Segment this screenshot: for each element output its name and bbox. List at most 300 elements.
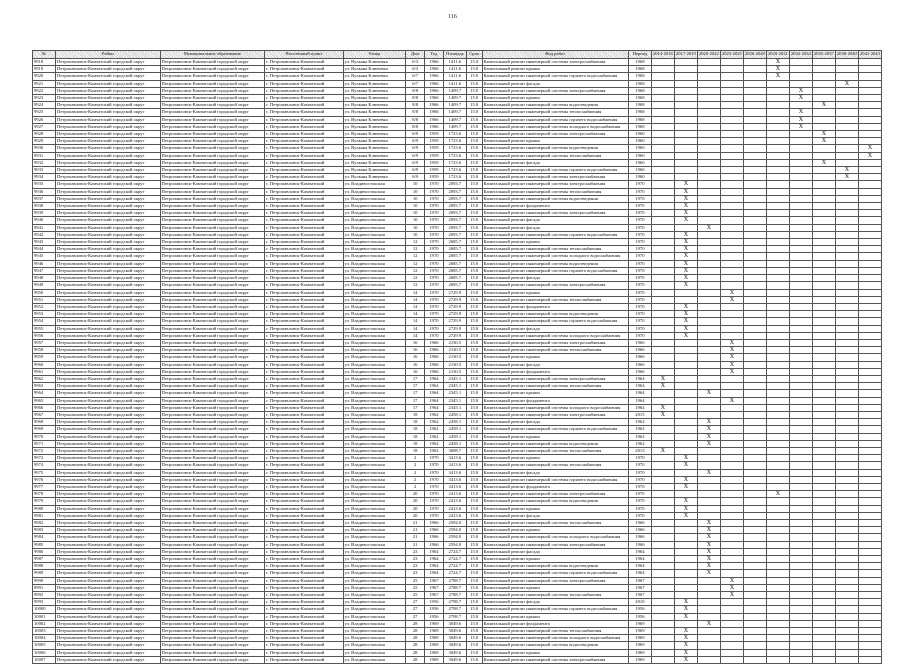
table-cell: 2 — [406, 455, 425, 462]
period-mark-cell — [766, 131, 789, 138]
period-mark-cell — [858, 455, 881, 462]
period-mark-cell — [812, 325, 835, 332]
table-cell: 1970 — [425, 203, 444, 210]
period-mark-cell — [766, 483, 789, 490]
table-cell: Петропавловск-Камчатский городской округ — [56, 476, 161, 483]
period-mark-cell — [858, 66, 881, 73]
table-cell: Петропавловск-Камчатский городской округ — [56, 556, 161, 563]
table-cell: 9918 — [33, 59, 56, 66]
table-cell: ул. Вулкана Ключевка — [343, 145, 406, 152]
table-cell: ул. Вулкана Ключевка — [343, 167, 406, 174]
period-mark-cell — [720, 167, 743, 174]
table-cell: г. Петропавловск-Камчатский — [265, 332, 343, 339]
table-cell: 2 — [406, 483, 425, 490]
table-cell: 2724.7 — [443, 570, 466, 577]
period-mark-cell — [651, 289, 674, 296]
table-row — [33, 296, 882, 303]
table-cell: г. Петропавловск-Камчатский — [265, 520, 343, 527]
table-cell: Капитальный ремонт крыши — [482, 95, 628, 102]
table-cell: 1966 — [425, 73, 444, 80]
period-mark-cell: X — [651, 375, 674, 382]
table-cell: ул. Владивостокская — [343, 347, 406, 354]
table-row — [33, 66, 882, 73]
period-mark-cell — [743, 592, 766, 599]
period-mark-cell — [766, 498, 789, 505]
table-cell: 1411.6 — [443, 73, 466, 80]
table-cell: г. Петропавловск-Камчатский — [265, 548, 343, 555]
table-cell: 15.0 — [466, 138, 482, 145]
table-cell: 9931 — [33, 152, 56, 159]
period-mark-cell — [651, 253, 674, 260]
period-mark-cell — [697, 246, 720, 253]
period-mark-cell — [697, 383, 720, 390]
period-mark-cell — [835, 123, 858, 130]
table-cell: г. Петропавловск-Камчатский — [265, 419, 343, 426]
period-mark-cell — [858, 296, 881, 303]
table-cell: г. Петропавловск-Камчатский — [265, 289, 343, 296]
table-cell: 14 — [406, 332, 425, 339]
table-cell: 15.0 — [466, 512, 482, 519]
table-cell: Петропавловск-Камчатский городской округ — [56, 635, 161, 642]
period-mark-cell — [858, 80, 881, 87]
table-cell: Петропавловск-Камчатский городской округ — [56, 296, 161, 303]
period-mark-cell — [835, 383, 858, 390]
table-cell: 15.0 — [466, 483, 482, 490]
period-mark-cell — [743, 368, 766, 375]
period-mark-cell — [697, 318, 720, 325]
table-cell: 10001 — [33, 613, 56, 620]
table-cell: г. Петропавловск-Камчатский — [265, 642, 343, 649]
table-cell: 6/9 — [406, 174, 425, 181]
table-cell: 15.0 — [466, 145, 482, 152]
period-mark-cell — [743, 462, 766, 469]
period-mark-cell — [651, 109, 674, 116]
table-cell: 15.0 — [466, 433, 482, 440]
table-cell: ул. Вулкана Ключевка — [343, 102, 406, 109]
table-cell: Петропавловск-Камчатский городской округ — [160, 592, 265, 599]
table-cell: ул. Владивостокская — [343, 512, 406, 519]
table-cell: 9965 — [33, 397, 56, 404]
table-cell: 9989 — [33, 570, 56, 577]
period-mark-cell — [720, 138, 743, 145]
period-mark-cell — [858, 599, 881, 606]
table-cell: 6/7 — [406, 80, 425, 87]
table-cell: Капитальный ремонт инженерной системы водоотведения — [482, 195, 628, 202]
table-cell: 8/8 — [406, 109, 425, 116]
table-cell: г. Петропавловск-Камчатский — [265, 505, 343, 512]
period-mark-cell — [651, 512, 674, 519]
period-mark-cell — [812, 527, 835, 534]
table-cell: 20 — [406, 505, 425, 512]
table-cell: Петропавловск-Камчатский городской округ — [160, 145, 265, 152]
table-cell: Капитальный ремонт инженерной системы теплоснабжения — [482, 109, 628, 116]
period-mark-cell: X — [674, 498, 697, 505]
table-cell: 15.0 — [466, 159, 482, 166]
table-cell: 1960 — [628, 167, 651, 174]
table-cell: 1970 — [628, 491, 651, 498]
table-cell: 15.0 — [466, 181, 482, 188]
table-cell: 1956 — [628, 613, 651, 620]
table-cell: 1964 — [425, 563, 444, 570]
column-header: Улица — [343, 51, 406, 59]
period-mark-cell — [766, 599, 789, 606]
period-mark-cell — [858, 404, 881, 411]
period-mark-cell — [651, 469, 674, 476]
period-mark-cell — [789, 289, 812, 296]
period-mark-cell — [697, 613, 720, 620]
table-cell: 2093.7 — [443, 188, 466, 195]
period-mark-cell — [651, 541, 674, 548]
table-cell: 16 — [406, 354, 425, 361]
period-mark-cell — [858, 361, 881, 368]
table-cell: Петропавловск-Камчатский городской округ — [56, 174, 161, 181]
table-cell: Петропавловск-Камчатский городской округ — [56, 548, 161, 555]
table-cell: ул. Владивостокская — [343, 325, 406, 332]
table-cell: 1966 — [425, 541, 444, 548]
table-cell: 1960 — [628, 138, 651, 145]
table-cell: 2130.5 — [443, 347, 466, 354]
period-mark-cell — [743, 332, 766, 339]
table-cell: Петропавловск-Камчатский городской округ — [160, 656, 265, 663]
table-cell: 9970 — [33, 433, 56, 440]
table-cell: г. Петропавловск-Камчатский — [265, 303, 343, 310]
table-cell: Петропавловск-Камчатский городской округ — [160, 426, 265, 433]
period-mark-cell — [789, 628, 812, 635]
table-cell: 1959 — [425, 167, 444, 174]
table-cell: 1964 — [628, 404, 651, 411]
period-mark-cell: X — [674, 260, 697, 267]
period-mark-cell: X — [651, 404, 674, 411]
table-cell: ул. Владивостокская — [343, 383, 406, 390]
table-cell: Петропавловск-Камчатский городской округ — [56, 570, 161, 577]
period-mark-cell: X — [674, 275, 697, 282]
period-mark-cell — [858, 649, 881, 656]
table-cell: 1967 — [628, 577, 651, 584]
table-row — [33, 375, 882, 382]
column-header: 2029-2031 — [766, 51, 789, 59]
table-cell: 15.0 — [466, 570, 482, 577]
period-mark-cell — [812, 397, 835, 404]
table-cell: Петропавловск-Камчатский городской округ — [160, 95, 265, 102]
table-cell: 1966 — [425, 95, 444, 102]
table-cell: Капитальный ремонт инженерной системы электроснабжения — [482, 375, 628, 382]
table-cell: ул. Владивостокская — [343, 368, 406, 375]
table-cell: 1969 — [425, 649, 444, 656]
table-row — [33, 109, 882, 116]
table-cell: 2413.6 — [443, 512, 466, 519]
period-mark-cell — [651, 635, 674, 642]
table-cell: 17 — [406, 397, 425, 404]
table-cell: 1960 — [628, 159, 651, 166]
table-cell: 1970 — [628, 318, 651, 325]
table-cell: 1409.7 — [443, 87, 466, 94]
table-cell: г. Петропавловск-Камчатский — [265, 649, 343, 656]
period-mark-cell — [812, 354, 835, 361]
table-cell: 1966 — [425, 102, 444, 109]
table-cell: 9945 — [33, 253, 56, 260]
period-mark-cell — [812, 95, 835, 102]
period-mark-cell — [743, 138, 766, 145]
period-mark-cell — [858, 642, 881, 649]
period-mark-cell: X — [720, 361, 743, 368]
table-cell: Петропавловск-Камчатский городской округ — [56, 116, 161, 123]
table-cell: 15.0 — [466, 368, 482, 375]
period-mark-cell — [720, 476, 743, 483]
period-mark-cell — [743, 289, 766, 296]
table-cell: 9923 — [33, 95, 56, 102]
period-mark-cell: X — [674, 246, 697, 253]
period-mark-cell — [766, 231, 789, 238]
period-mark-cell — [720, 620, 743, 627]
period-mark-cell — [720, 188, 743, 195]
table-cell: Петропавловск-Камчатский городской округ — [160, 563, 265, 570]
table-cell: 1970 — [628, 289, 651, 296]
table-cell: 8/8 — [406, 123, 425, 130]
table-cell: Петропавловск-Камчатский городской округ — [56, 649, 161, 656]
table-cell: Петропавловск-Камчатский городской округ — [56, 260, 161, 267]
period-mark-cell — [720, 383, 743, 390]
period-mark-cell — [697, 66, 720, 73]
table-cell: 1964 — [425, 404, 444, 411]
table-cell: Петропавловск-Камчатский городской округ — [56, 87, 161, 94]
table-cell: 27 — [406, 613, 425, 620]
table-cell: г. Петропавловск-Камчатский — [265, 455, 343, 462]
period-mark-cell — [812, 599, 835, 606]
table-cell: 10 — [406, 210, 425, 217]
period-mark-cell — [858, 426, 881, 433]
table-cell: Петропавловск-Камчатский городской округ — [160, 116, 265, 123]
period-mark-cell — [858, 584, 881, 591]
period-mark-cell — [651, 599, 674, 606]
table-cell: Петропавловск-Камчатский городской округ — [160, 642, 265, 649]
table-cell: 10000 — [33, 606, 56, 613]
table-cell: 1966 — [425, 361, 444, 368]
period-mark-cell — [720, 390, 743, 397]
period-mark-cell — [651, 347, 674, 354]
period-mark-cell — [766, 541, 789, 548]
table-cell: Петропавловск-Камчатский городской округ — [160, 397, 265, 404]
period-mark-cell — [858, 210, 881, 217]
table-cell: 6/3 — [406, 66, 425, 73]
period-mark-cell — [697, 339, 720, 346]
table-cell: 1723.6 — [443, 131, 466, 138]
table-cell: 15.0 — [466, 649, 482, 656]
table-cell: Петропавловск-Камчатский городской округ — [56, 628, 161, 635]
period-mark-cell — [720, 483, 743, 490]
period-mark-cell — [835, 181, 858, 188]
table-cell: г. Петропавловск-Камчатский — [265, 231, 343, 238]
table-cell: 1970 — [425, 325, 444, 332]
period-mark-cell — [789, 512, 812, 519]
period-mark-cell — [697, 159, 720, 166]
period-mark-cell: X — [697, 520, 720, 527]
table-cell: г. Петропавловск-Камчатский — [265, 577, 343, 584]
table-cell: г. Петропавловск-Камчатский — [265, 347, 343, 354]
period-mark-cell — [651, 498, 674, 505]
table-cell: 15.0 — [466, 469, 482, 476]
table-cell: ул. Владивостокская — [343, 275, 406, 282]
table-cell: 9975 — [33, 469, 56, 476]
table-cell: 1964 — [628, 563, 651, 570]
period-mark-cell — [766, 239, 789, 246]
table-cell: ул. Вулкана Ключевка — [343, 87, 406, 94]
period-mark-cell — [766, 318, 789, 325]
period-mark-cell — [720, 275, 743, 282]
table-cell: Капитальный ремонт крыши — [482, 455, 628, 462]
period-mark-cell — [858, 318, 881, 325]
period-mark-cell — [812, 145, 835, 152]
table-cell: Капитальный ремонт инженерной системы электроснабжения — [482, 174, 628, 181]
table-cell: Капитальный ремонт фундамента — [482, 203, 628, 210]
period-mark-cell — [812, 426, 835, 433]
period-mark-cell — [812, 584, 835, 591]
table-cell: 1970 — [628, 195, 651, 202]
period-mark-cell — [789, 73, 812, 80]
table-cell: 15.0 — [466, 131, 482, 138]
period-mark-cell — [720, 318, 743, 325]
table-cell: Петропавловск-Камчатский городской округ — [56, 66, 161, 73]
period-mark-cell: X — [674, 455, 697, 462]
table-row — [33, 80, 882, 87]
column-header: 2035-2037 — [812, 51, 835, 59]
table-cell: 9981 — [33, 512, 56, 519]
table-cell: г. Петропавловск-Камчатский — [265, 174, 343, 181]
table-cell: 1964 — [628, 548, 651, 555]
period-mark-cell — [835, 440, 858, 447]
table-cell: Петропавловск-Камчатский городской округ — [56, 505, 161, 512]
table-row — [33, 131, 882, 138]
period-mark-cell — [743, 159, 766, 166]
period-mark-cell — [789, 66, 812, 73]
table-row — [33, 390, 882, 397]
table-cell: 1964 — [425, 397, 444, 404]
period-mark-cell — [835, 275, 858, 282]
table-cell: 1409.7 — [443, 102, 466, 109]
period-mark-cell: X — [858, 152, 881, 159]
period-mark-cell — [743, 116, 766, 123]
table-cell: 15.0 — [466, 491, 482, 498]
period-mark-cell — [858, 476, 881, 483]
period-mark-cell — [789, 354, 812, 361]
table-cell: Петропавловск-Камчатский городской округ — [160, 217, 265, 224]
table-cell: 25 — [406, 592, 425, 599]
period-mark-cell — [697, 282, 720, 289]
table-cell: 9963 — [33, 383, 56, 390]
table-cell: 9954 — [33, 318, 56, 325]
period-mark-cell — [720, 642, 743, 649]
table-cell: Петропавловск-Камчатский городской округ — [56, 102, 161, 109]
table-cell: Петропавловск-Камчатский городской округ — [56, 584, 161, 591]
period-mark-cell — [674, 152, 697, 159]
table-cell: г. Петропавловск-Камчатский — [265, 116, 343, 123]
period-mark-cell — [858, 433, 881, 440]
period-mark-cell — [743, 325, 766, 332]
table-body — [33, 59, 882, 664]
table-cell: Капитальный ремонт инженерной системы теплоснабжения — [482, 462, 628, 469]
table-cell: 1970 — [628, 188, 651, 195]
period-mark-cell — [812, 195, 835, 202]
table-cell: Петропавловск-Камчатский городской округ — [56, 483, 161, 490]
table-cell: 1723.6 — [443, 138, 466, 145]
table-cell: г. Петропавловск-Камчатский — [265, 606, 343, 613]
table-cell: 1970 — [628, 282, 651, 289]
period-mark-cell — [674, 404, 697, 411]
table-cell: 1966 — [628, 368, 651, 375]
table-cell: ул. Вулкана Ключевка — [343, 109, 406, 116]
period-mark-cell — [651, 649, 674, 656]
table-cell: 2458.1 — [443, 440, 466, 447]
table-cell: Капитальный ремонт крыши — [482, 289, 628, 296]
table-cell: 1964 — [628, 570, 651, 577]
period-mark-cell — [812, 383, 835, 390]
period-mark-cell — [858, 613, 881, 620]
table-cell: 1966 — [425, 339, 444, 346]
period-mark-cell — [812, 534, 835, 541]
table-cell: Петропавловск-Камчатский городской округ — [160, 534, 265, 541]
period-mark-cell — [651, 210, 674, 217]
table-cell: 15.0 — [466, 656, 482, 663]
table-cell: Петропавловск-Камчатский городской округ — [160, 411, 265, 418]
table-cell: 1409.7 — [443, 95, 466, 102]
table-cell: 1970 — [425, 512, 444, 519]
table-cell: 15.0 — [466, 102, 482, 109]
table-row — [33, 275, 882, 282]
period-mark-cell: X — [674, 512, 697, 519]
period-mark-cell — [812, 476, 835, 483]
table-cell: 20 — [406, 491, 425, 498]
period-mark-cell: X — [674, 635, 697, 642]
table-cell: Петропавловск-Камчатский городской округ — [160, 404, 265, 411]
period-mark-cell — [651, 195, 674, 202]
table-cell: 1956 — [425, 606, 444, 613]
table-cell: 1964 — [425, 556, 444, 563]
period-mark-cell — [743, 375, 766, 382]
table-cell: Петропавловск-Камчатский городской округ — [56, 80, 161, 87]
period-mark-cell — [651, 73, 674, 80]
table-cell: 21 — [406, 527, 425, 534]
period-mark-cell — [858, 592, 881, 599]
period-mark-cell — [766, 520, 789, 527]
period-mark-cell — [720, 73, 743, 80]
period-mark-cell — [651, 87, 674, 94]
period-mark-cell — [766, 332, 789, 339]
page-number: 116 — [448, 14, 457, 20]
period-mark-cell — [858, 635, 881, 642]
table-cell: 10002 — [33, 620, 56, 627]
period-mark-cell — [720, 332, 743, 339]
table-cell: Петропавловск-Камчатский городской округ — [56, 440, 161, 447]
period-mark-cell — [697, 447, 720, 454]
table-cell: 20 — [406, 498, 425, 505]
table-cell: Петропавловск-Камчатский городской округ — [56, 419, 161, 426]
table-cell: 2345.1 — [443, 375, 466, 382]
period-mark-cell — [743, 635, 766, 642]
table-cell: г. Петропавловск-Камчатский — [265, 260, 343, 267]
table-cell: 10005 — [33, 642, 56, 649]
period-mark-cell — [812, 390, 835, 397]
period-mark-cell — [835, 138, 858, 145]
period-mark-cell — [858, 462, 881, 469]
period-mark-cell — [651, 217, 674, 224]
table-cell: ул. Владивостокская — [343, 181, 406, 188]
table-cell: 9964 — [33, 390, 56, 397]
table-cell: 15.0 — [466, 224, 482, 231]
period-mark-cell — [743, 224, 766, 231]
table-cell: 9980 — [33, 505, 56, 512]
period-mark-cell — [858, 203, 881, 210]
period-mark-cell — [766, 167, 789, 174]
period-mark-cell — [812, 361, 835, 368]
